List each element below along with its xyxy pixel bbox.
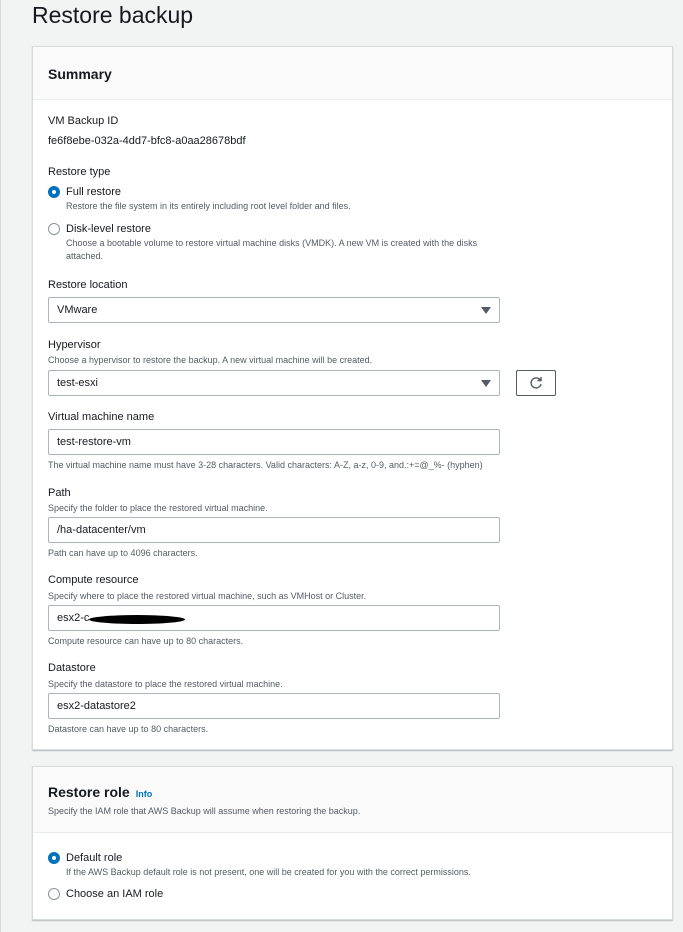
hypervisor-select[interactable] — [48, 370, 500, 396]
restore-role-panel — [32, 766, 673, 920]
restore-type-full-option[interactable] — [48, 186, 351, 213]
datastore-input[interactable] — [48, 693, 500, 719]
disk-level-restore-label: Disk-level restore — [66, 223, 151, 235]
path-desc: Specify the folder to place the restored virtual machine. — [48, 503, 268, 513]
restore-location-label: Restore location — [48, 279, 128, 291]
vm-name-label: Virtual machine name — [48, 411, 155, 423]
choose-iam-role-label: Choose an IAM role — [66, 888, 164, 900]
compute-resource-input[interactable] — [48, 605, 500, 631]
hypervisor-desc: Choose a hypervisor to restore the backup. A new virtual machine will be created. — [48, 355, 373, 365]
datastore-desc: Specify the datastore to place the restored virtual machine. — [48, 679, 283, 689]
compute-resource-hint: Compute resource can have up to 80 characters. — [48, 636, 244, 646]
restore-role-choose-option[interactable] — [48, 888, 163, 901]
full-restore-desc: Restore the file system in its entirely including root level folder and files. — [66, 201, 351, 211]
caret-down-icon — [481, 307, 491, 314]
datastore-value: esx2-datastore2 — [57, 700, 136, 712]
default-role-desc: If the AWS Backup default role is not present, one will be created for you with the correct permissions. — [66, 867, 471, 877]
restore-role-panel-header — [33, 767, 672, 833]
restore-role-desc: Specify the IAM role that AWS Backup will assume when restoring the backup. — [48, 806, 361, 816]
hypervisor-label: Hypervisor — [48, 339, 101, 351]
disk-level-restore-radio[interactable] — [48, 223, 60, 235]
caret-down-icon — [481, 380, 491, 387]
restore-role-title: Restore role — [48, 784, 130, 800]
summary-title: Summary — [48, 66, 112, 82]
restore-location-select[interactable] — [48, 297, 500, 323]
summary-panel-header — [33, 47, 672, 100]
refresh-icon — [529, 376, 543, 390]
hypervisor-value: test-esxi — [57, 377, 98, 389]
restore-role-default-option[interactable] — [48, 852, 471, 879]
vm-name-input[interactable] — [48, 429, 500, 455]
default-role-radio[interactable] — [48, 852, 60, 864]
path-label: Path — [48, 487, 71, 499]
datastore-hint: Datastore can have up to 80 characters. — [48, 724, 209, 734]
datastore-label: Datastore — [48, 662, 96, 674]
disk-level-restore-desc: Choose a bootable volume to restore virtual machine disks (VMDK). A new VM is created with the disks attached. — [66, 238, 478, 261]
restore-type-label: Restore type — [48, 166, 111, 178]
compute-resource-value: esx2-c — [57, 612, 90, 624]
choose-iam-role-radio[interactable] — [48, 888, 60, 900]
info-link[interactable]: Info — [135, 789, 153, 799]
refresh-hypervisors-button[interactable] — [516, 370, 556, 396]
path-input[interactable] — [48, 517, 500, 543]
vm-backup-id-label: VM Backup ID — [48, 115, 119, 127]
page-title: Restore backup — [32, 2, 194, 28]
summary-panel — [32, 46, 673, 750]
redaction-mark — [89, 615, 185, 624]
vm-name-value: test-restore-vm — [57, 436, 131, 448]
page-left-border — [0, 0, 1, 932]
compute-resource-label: Compute resource — [48, 574, 139, 586]
vm-backup-id-value: fe6f8ebe-032a-4dd7-bfc8-a0aa28678bdf — [48, 135, 246, 147]
path-value: /ha-datacenter/vm — [57, 524, 146, 536]
compute-resource-desc: Specify where to place the restored virtual machine, such as VMHost or Cluster. — [48, 591, 367, 601]
restore-location-value: VMware — [57, 304, 98, 316]
path-hint: Path can have up to 4096 characters. — [48, 548, 198, 558]
full-restore-radio[interactable] — [48, 186, 60, 198]
vm-name-hint: The virtual machine name must have 3-28 characters. Valid characters: A-Z, a-z, 0-9, and.:+=@_%- (hyphen) — [48, 460, 483, 470]
full-restore-label: Full restore — [66, 186, 122, 198]
restore-type-disk-option[interactable] — [48, 223, 496, 263]
default-role-label: Default role — [66, 852, 123, 864]
